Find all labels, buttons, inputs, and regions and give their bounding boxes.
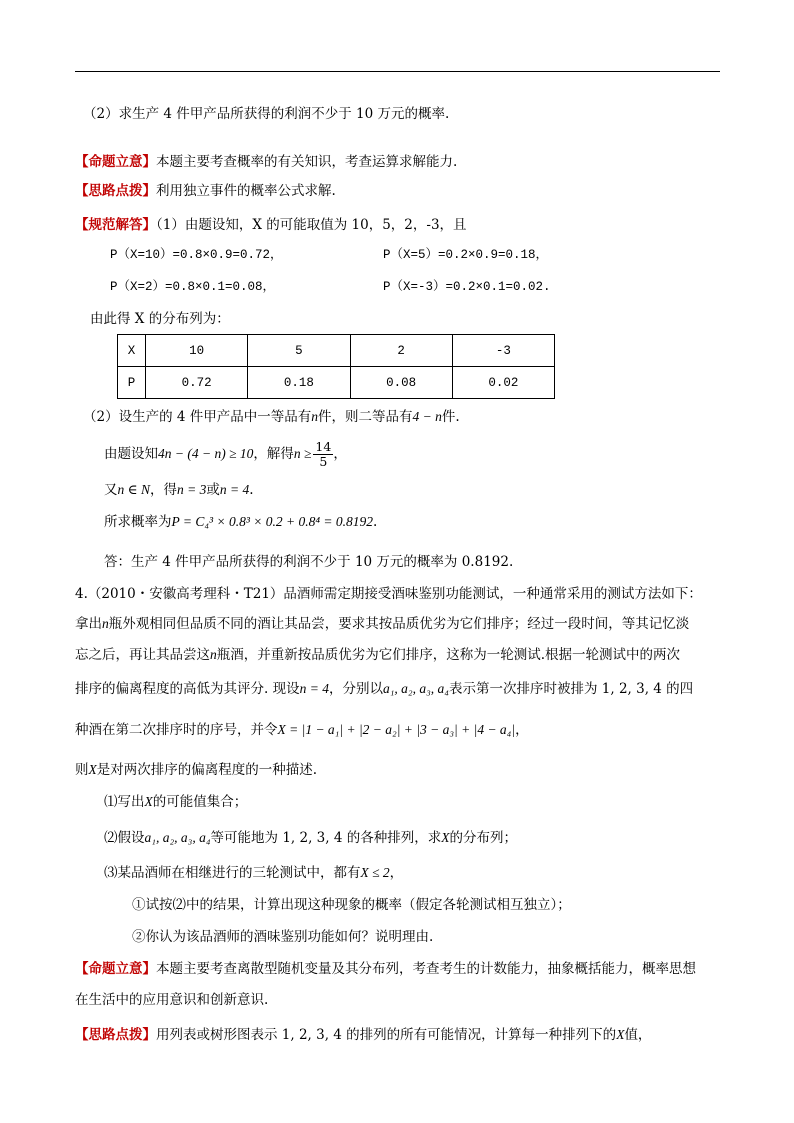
distribution-intro: 由此得 X 的分布列为： bbox=[90, 311, 230, 327]
intent-line-2-cont: 在生活中的应用意识和创新意识. bbox=[75, 992, 269, 1008]
table-cell: 5 bbox=[248, 335, 350, 367]
text: 用列表或树形图表示 1, 2, 3, 4 的排列的所有可能情况，计算每一种排列下的 bbox=[156, 1027, 617, 1043]
text: ，分别以 bbox=[328, 681, 383, 697]
integer-line bbox=[104, 480, 254, 500]
hint-tag: 【思路点拨】 bbox=[75, 1027, 156, 1043]
math-expr: n ≥ bbox=[293, 446, 312, 461]
hint-line-2 bbox=[75, 1025, 651, 1045]
math-var: X bbox=[144, 794, 153, 809]
table-cell: X bbox=[118, 335, 146, 367]
hint-line bbox=[75, 181, 336, 201]
denominator: 5 bbox=[319, 454, 328, 469]
text: . bbox=[373, 514, 378, 530]
problem4-line2 bbox=[75, 614, 689, 634]
math-var: n bbox=[102, 616, 109, 631]
text: ⑴写出 bbox=[104, 794, 145, 810]
text: 件，则二等品有 bbox=[318, 409, 413, 425]
problem4-line5 bbox=[75, 720, 529, 740]
text: （2）设生产的 4 件甲产品中一等品有 bbox=[83, 409, 312, 425]
subquestion-3 bbox=[104, 863, 403, 883]
table-cell: 0.18 bbox=[248, 367, 350, 399]
text: 值， bbox=[624, 1027, 652, 1043]
table-cell: 0.02 bbox=[452, 367, 554, 399]
table-cell: 10 bbox=[146, 335, 248, 367]
subquestion-1 bbox=[104, 792, 247, 812]
text: . bbox=[249, 482, 254, 498]
hint-tag: 【思路点拨】 bbox=[75, 183, 156, 199]
question-2-statement: （2）求生产 4 件甲产品所获得的利润不少于 10 万元的概率. bbox=[83, 106, 450, 122]
text: 种酒在第二次排序时的序号，并令 bbox=[75, 722, 278, 738]
prob-x-5: P（X=5）=0.2×0.9=0.18， bbox=[383, 248, 549, 262]
text: 瓶外观相同但品质不同的酒让其品尝，要求其按品质优劣为它们排序；经过一段时间，等其记忆淡 bbox=[108, 616, 690, 632]
intent-tag: 【命题立意】 bbox=[75, 154, 156, 170]
text: ，得 bbox=[150, 482, 177, 498]
intent-text: 本题主要考查概率的有关知识，考查运算求解能力. bbox=[156, 154, 458, 170]
part2-setup bbox=[83, 407, 460, 427]
numerator: 14 bbox=[315, 439, 332, 454]
solution-text: （1）由题设知，X 的可能取值为 10，5，2，-3，且 bbox=[156, 217, 467, 233]
math-expr: a₁, a₂, a₃, a₄ bbox=[144, 830, 211, 845]
subquestion-3-1: ①试按⑵中的结果，计算出现这种现象的概率（假定各轮测试相互独立）； bbox=[132, 897, 571, 913]
math-expr: 4 − n bbox=[412, 409, 442, 424]
solution-tag: 【规范解答】 bbox=[75, 217, 156, 233]
table-row bbox=[118, 367, 555, 399]
intent-line bbox=[75, 152, 457, 172]
header-rule bbox=[75, 71, 720, 72]
table-cell: 0.72 bbox=[146, 367, 248, 399]
text: ， bbox=[333, 446, 347, 462]
math-var: X bbox=[616, 1027, 625, 1042]
text: 的分布列； bbox=[449, 830, 517, 846]
math-expr: P = C₄³ × 0.8³ × 0.2 + 0.8⁴ = 0.8192 bbox=[171, 514, 374, 529]
table-cell: 2 bbox=[350, 335, 452, 367]
table-cell: -3 bbox=[452, 335, 554, 367]
text: 则 bbox=[75, 762, 89, 778]
problem4-line6 bbox=[75, 760, 317, 780]
text: 是对两次排序的偏离程度的一种描述. bbox=[96, 762, 318, 778]
text: 排序的偏离程度的高低为其评分. 现设 bbox=[75, 681, 300, 697]
text: 瓶酒，并重新按品质优劣为它们排序，这称为一轮测试.根据一轮测试中的两次 bbox=[216, 647, 681, 663]
intent-text: 本题主要考查离散型随机变量及其分布列，考查考生的计数能力，抽象概括能力，概率思想 bbox=[156, 961, 696, 977]
text: 或 bbox=[206, 482, 220, 498]
table-row bbox=[118, 335, 555, 367]
table-cell: 0.08 bbox=[350, 367, 452, 399]
prob-x-10: P（X=10）=0.8×0.9=0.72， bbox=[110, 248, 283, 262]
solution-line bbox=[75, 215, 467, 235]
inequality-line bbox=[104, 440, 347, 469]
fraction bbox=[313, 440, 333, 469]
distribution-table bbox=[117, 334, 555, 399]
text: ⑶某品酒师在相继进行的三轮测试中，都有 bbox=[104, 865, 361, 881]
hint-text: 利用独立事件的概率公式求解. bbox=[156, 183, 336, 199]
text: ， bbox=[389, 865, 404, 881]
subquestion-2 bbox=[104, 828, 517, 848]
math-var: X bbox=[441, 830, 450, 845]
math-expr: a₁, a₂, a₃, a₄ bbox=[382, 681, 449, 696]
math-expr: n = 4 bbox=[219, 482, 250, 497]
text: 拿出 bbox=[75, 616, 102, 632]
math-var: n bbox=[311, 409, 319, 424]
problem4-line4 bbox=[75, 679, 693, 699]
text: 忘之后，再让其品尝这 bbox=[75, 647, 210, 663]
math-var: n bbox=[210, 647, 217, 662]
math-expr: 4n − (4 − n) ≥ 10 bbox=[158, 446, 254, 461]
table-cell: P bbox=[118, 367, 146, 399]
text: 所求概率为 bbox=[104, 514, 172, 530]
math-expr: n = 3 bbox=[177, 482, 207, 497]
intent-line-2 bbox=[75, 959, 696, 979]
prob-x-neg3: P（X=-3）=0.2×0.1=0.02. bbox=[383, 280, 551, 294]
math-var: X bbox=[88, 762, 97, 777]
problem4-line1: 4.（2010・安徽高考理科・T21）品酒师需定期接受酒味鉴别功能测试，一种通常采用的测试方法如下： bbox=[75, 586, 702, 602]
math-expr: X = |1 − a₁| + |2 − a₂| + |3 − a₃| + |4 − a₄| bbox=[277, 722, 516, 737]
text: 等可能地为 1, 2, 3, 4 的各种排列，求 bbox=[210, 830, 442, 846]
text: ⑵假设 bbox=[104, 830, 145, 846]
text: 的可能值集合； bbox=[152, 794, 248, 810]
text: 由题设知 bbox=[104, 446, 158, 462]
text: ，解得 bbox=[253, 446, 294, 462]
subquestion-3-2: ②你认为该品酒师的酒味鉴别功能如何？说明理由. bbox=[132, 929, 434, 945]
text: 表示第一次排序时被排为 1, 2, 3, 4 的四 bbox=[449, 681, 694, 697]
prob-x-2: P（X=2）=0.8×0.1=0.08， bbox=[110, 280, 276, 294]
text: 件. bbox=[441, 409, 460, 425]
math-expr: n ∈ N bbox=[117, 482, 150, 497]
answer-line: 答：生产 4 件甲产品所获得的利润不少于 10 万元的概率为 0.8192. bbox=[104, 554, 514, 570]
probability-line bbox=[104, 512, 377, 532]
intent-tag: 【命题立意】 bbox=[75, 961, 156, 977]
problem4-line3 bbox=[75, 645, 680, 665]
math-expr: X ≤ 2 bbox=[360, 865, 390, 880]
math-expr: n = 4 bbox=[299, 681, 329, 696]
text: ， bbox=[515, 722, 529, 738]
text: 又 bbox=[104, 482, 118, 498]
